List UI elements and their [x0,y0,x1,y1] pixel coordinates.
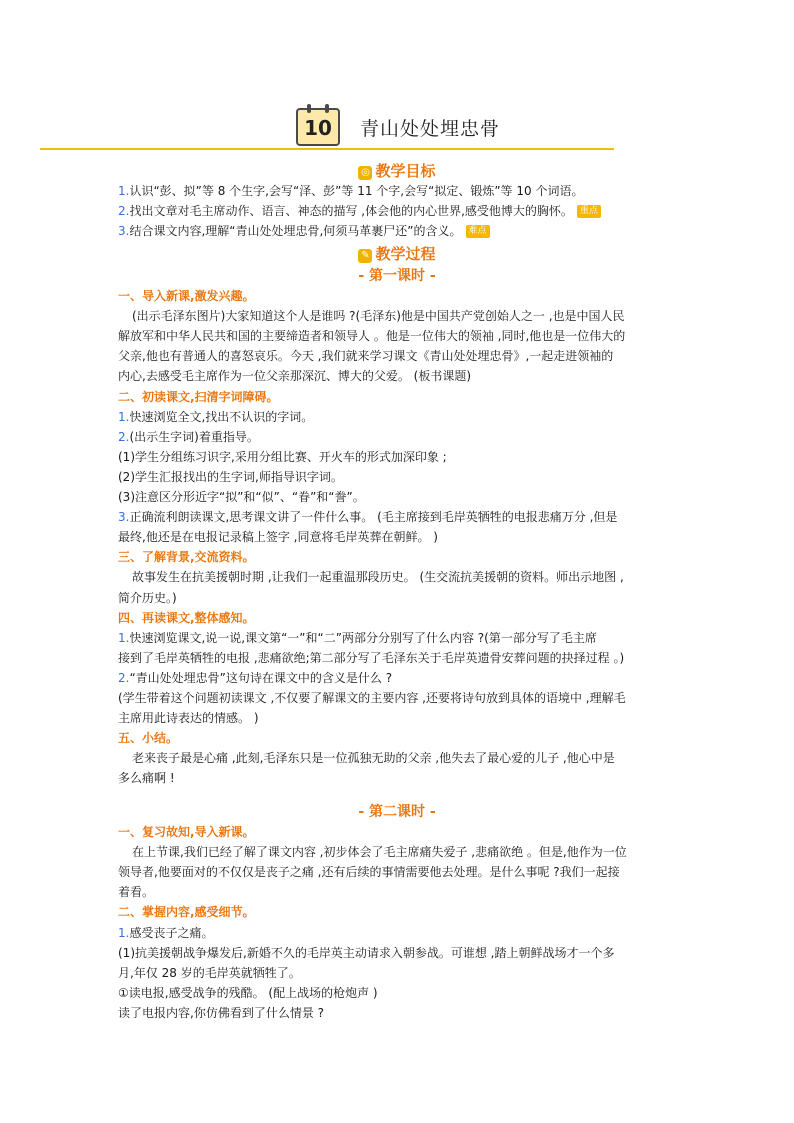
text-line: 解放军和中华人民共和国的主要缔造者和领导人 。他是一位伟大的领袖 ,同时,他也是一位伟大的 [118,329,626,344]
subsection-heading: 二、掌握内容,感受细节。 [118,905,255,920]
text-line: 接到了毛岸英牺牲的电报 ,悲痛欲绝;第二部分写了毛泽东关于毛岸英遗骨安葬问题的抉择过程 。) [118,650,625,665]
period-two-heading: - 第二课时 - [358,804,436,820]
lesson-title-row [296,108,616,152]
text-line: (出示毛泽东图片)大家知道这个人是谁吗 ?(毛泽东)他是中国共产党创始人之一 ,也是中国人民 [132,309,625,324]
text-line: 2.“青山处处埋忠骨”这句诗在课文中的含义是什么 ? [118,670,393,685]
text-line: (1)学生分组练习识字,采用分组比赛、开火车的形式加深印象 ; [118,449,447,464]
text-line: 在上节课,我们已经了解了课文内容 ,初步体会了毛主席痛失爱子 ,悲痛欲绝 。但是,他作为一位 [132,845,627,860]
subsection-heading: 三、了解背景,交流资料。 [118,550,255,565]
key-point-tag: 重点 [577,205,601,218]
text-line: 读了电报内容,你仿佛看到了什么情景 ? [118,1005,324,1020]
text-line: 2.(出示生字词)着重指导。 [118,429,259,444]
text-line: (3)注意区分形近字“拟”和“似”、“眷”和“誊”。 [118,490,365,504]
subsection-heading: 一、复习故知,导入新课。 [118,825,255,839]
subsection-heading: 二、初读课文,扫清字词障碍。 [118,389,279,404]
text-line: 1.快速浏览课文,说一说,课文第“一”和“二”两部分分别写了什么内容 ?(第一部分写了毛主席 [118,630,597,645]
difficulty-tag: 难点 [466,225,490,238]
subsection-heading: 一、导入新课,激发兴趣。 [118,289,255,303]
calendar-icon [296,108,340,146]
lesson-number: 10 [304,116,332,140]
goal-item: 2.找出文章对毛主席动作、语言、神态的描写 ,体会他的内心世界,感受他博大的胸怀。 重点 [118,202,601,220]
text-line: 1.感受丧子之痛。 [118,925,214,940]
goal-item: 3.结合课文内容,理解“青山处处埋忠骨,何须马革裹尸还”的含义。 难点 [118,222,490,240]
text-line: 父亲,他也有普通人的喜怒哀乐。今天 ,我们就来学习课文《青山处处埋忠骨》,一起走进领袖的 [118,349,614,364]
text-line: 故事发生在抗美援朝时期 ,让我们一起重温那段历史。 (生交流抗美援朝的资料。师出示地图 , [132,570,624,585]
text-line: 简介历史。) [118,590,177,605]
goals-heading: ◎ 教学目标 [0,160,794,181]
lesson-title: 青山处处埋忠骨 [360,118,501,140]
text-line: 多么痛啊 ! [118,771,175,786]
text-line: 领导者,他要面对的不仅仅是丧子之痛 ,还有后续的事情需要他去处理。是什么事呢 ?我们一起接 [118,865,620,880]
text-line: 内心,去感受毛主席作为一位父亲那深沉、博大的父爱。 (板书课题) [118,369,471,384]
text-line: 最终,他还是在电报记录稿上签字 ,同意将毛岸英葬在朝鲜。 ) [118,530,438,545]
pencil-icon: ✎ [358,249,372,263]
subsection-heading: 五、小结。 [118,731,179,746]
goal-item: 1.认识“彭、拟”等 8 个生字,会写“泽、彭”等 11 个字,会写“拟定、锻炼”等 10 个词语。 [118,184,584,198]
text-line: 月,年仅 28 岁的毛岸英就牺牲了。 [118,965,301,980]
period-one-heading: - 第一课时 - [358,268,436,284]
text-line: (1)抗美援朝战争爆发后,新婚不久的毛岸英主动请求入朝参战。可谁想 ,踏上朝鲜战场才一个多 [118,945,615,960]
text-line: 老来丧子最是心痛 ,此刻,毛泽东只是一位孤独无助的父亲 ,他失去了最心爱的儿子 ,他心中是 [132,751,615,766]
text-line: 3.正确流利朗读课文,思考课文讲了一件什么事。 (毛主席接到毛岸英牺牲的电报悲痛万分 ,但是 [118,510,618,525]
process-heading: ✎ 教学过程 [0,243,794,264]
subsection-heading: 四、再读课文,整体感知。 [118,610,255,625]
target-icon: ◎ [358,166,372,180]
text-line: (学生带着这个问题初读课文 ,不仅要了解课文的主要内容 ,还要将诗句放到具体的语境中 ,理解毛 [118,691,626,705]
text-line: 1.快速浏览全文,找出不认识的字词。 [118,409,314,424]
text-line: ①读电报,感受战争的残酷。 (配上战场的枪炮声 ) [118,985,378,1000]
text-line: 着看。 [118,885,155,900]
title-divider [40,148,614,150]
text-line: 主席用此诗表达的情感。 ) [118,711,259,726]
text-line: (2)学生汇报找出的生字词,师指导识字词。 [118,469,343,484]
